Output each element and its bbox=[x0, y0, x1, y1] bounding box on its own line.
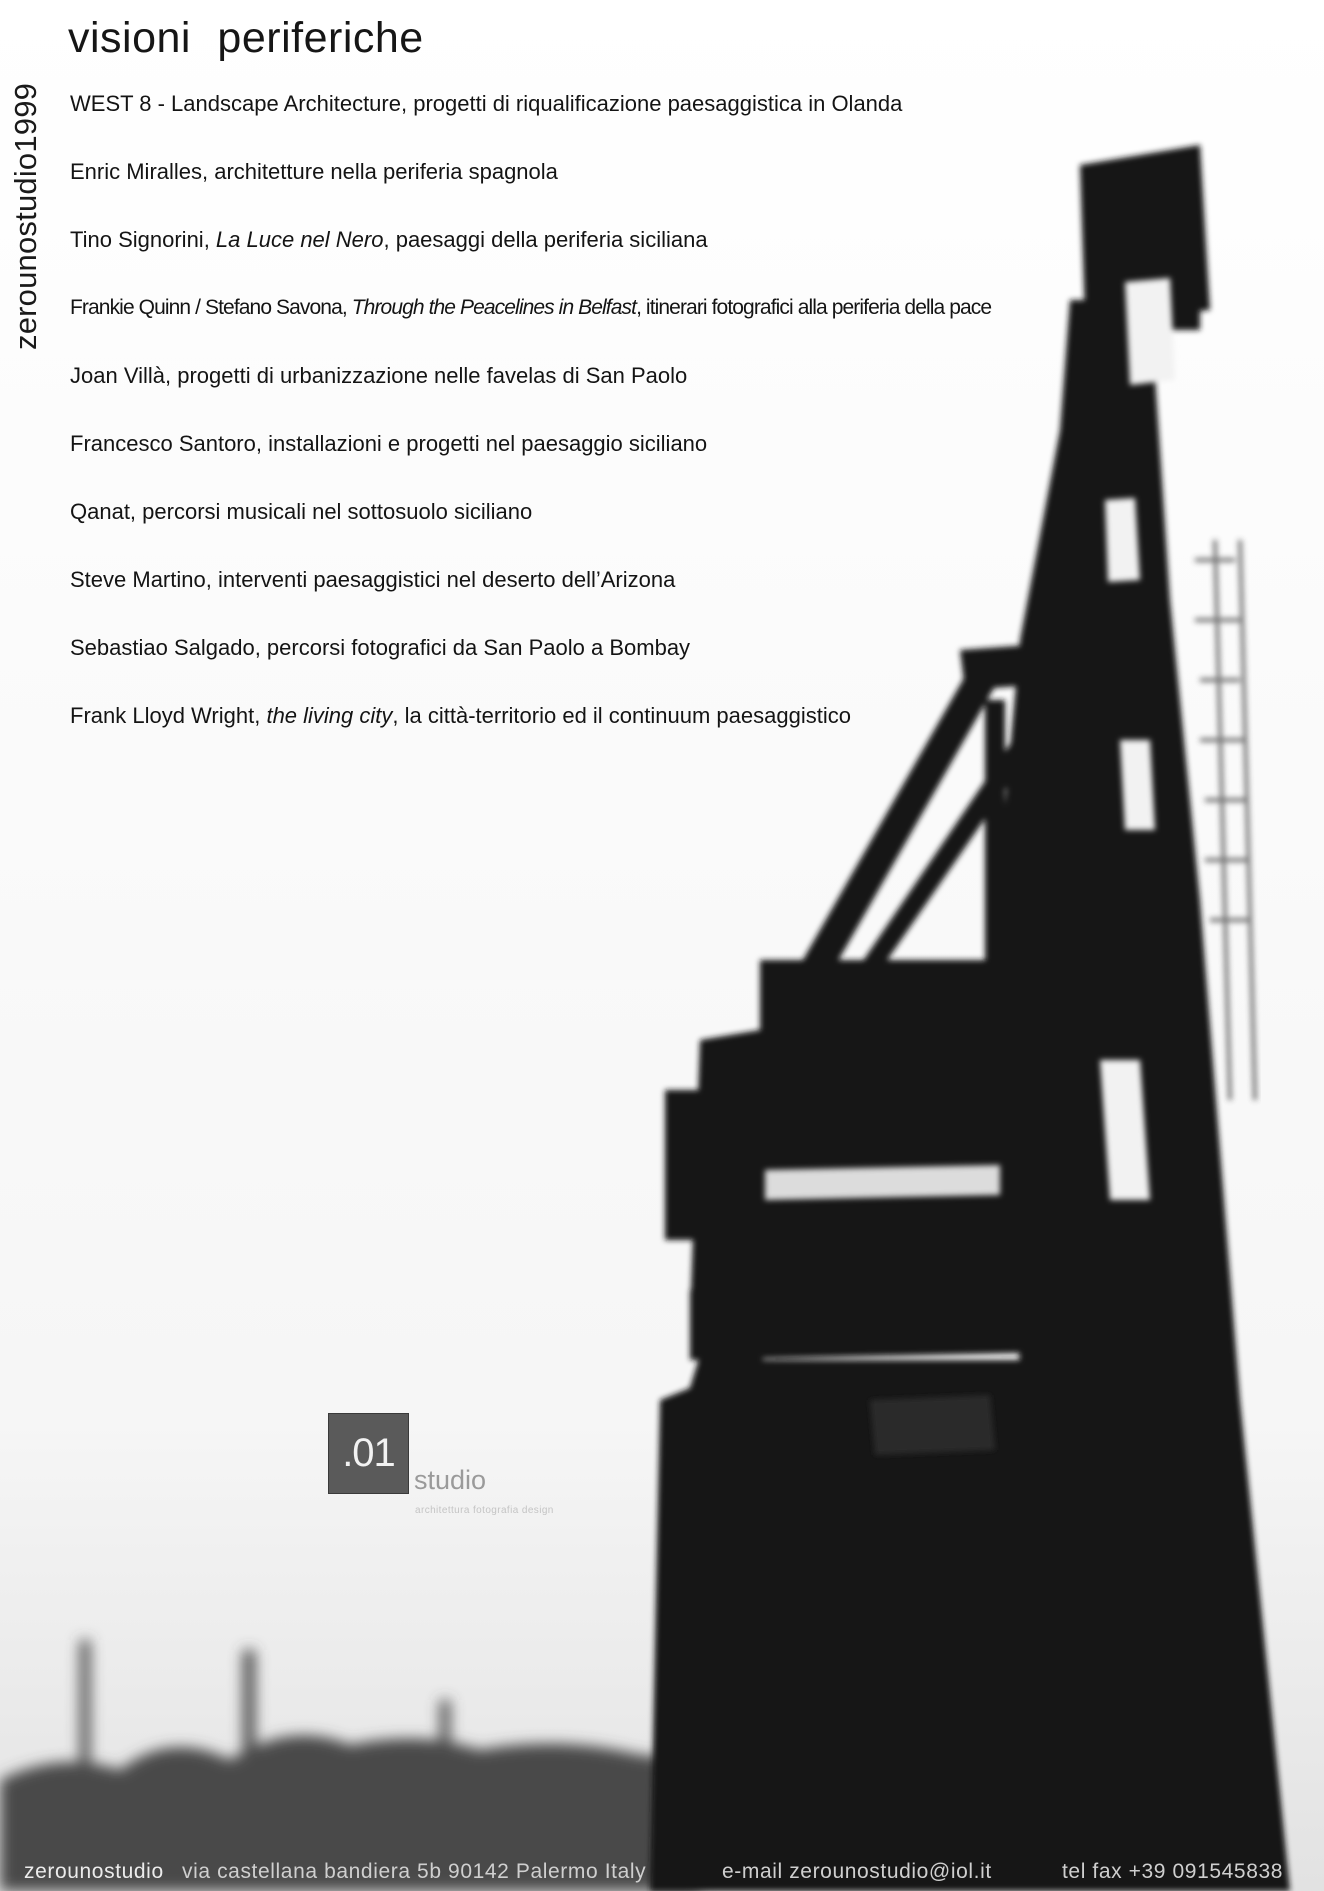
list-item: WEST 8 - Landscape Architecture, progetti di riqualificazione paesaggistica in Olanda bbox=[70, 91, 903, 116]
list-item: Tino Signorini, La Luce nel Nero, paesaggi della periferia siciliana bbox=[70, 227, 708, 252]
list-item: Francesco Santoro, installazioni e progetti nel paesaggio siciliano bbox=[70, 431, 708, 456]
list-item: Sebastiao Salgado, percorsi fotografici da San Paolo a Bombay bbox=[70, 635, 691, 660]
list-item: Joan Villà, progetti di urbanizzazione nelle favelas di San Paolo bbox=[70, 363, 688, 388]
list-item: Frankie Quinn / Stefano Savona, Through the Peacelines in Belfast, itinerari fotografici alla periferia della pace bbox=[70, 296, 992, 319]
list-item: Qanat, percorsi musicali nel sottosuolo siciliano bbox=[70, 499, 533, 524]
page-title: visioni periferiche bbox=[68, 14, 424, 62]
footer-brand: zerounostudio bbox=[24, 1860, 164, 1883]
studio-logo bbox=[328, 1413, 554, 1516]
list-item: Steve Martino, interventi paesaggistici nel deserto dell’Arizona bbox=[70, 567, 676, 592]
logo-wordmark: studio bbox=[414, 1465, 487, 1495]
footer-contact-bar bbox=[0, 1856, 1324, 1891]
logo-tagline: architettura fotografia design bbox=[415, 1505, 554, 1516]
footer-address: via castellana bandiera 5b 90142 Palermo Italy bbox=[182, 1860, 647, 1883]
footer-email: e-mail zerounostudio@iol.it bbox=[722, 1860, 992, 1883]
list-item: Enric Miralles, architetture nella periferia spagnola bbox=[70, 159, 558, 184]
list-item: Frank Lloyd Wright, the living city, la città-territorio ed il continuum paesaggistico bbox=[70, 703, 851, 728]
logo-mark: .01 bbox=[328, 1413, 409, 1494]
vertical-studio-label: zerounostudio1999 bbox=[8, 82, 43, 350]
footer-phone: tel fax +39 091545838 bbox=[1062, 1860, 1284, 1883]
project-list bbox=[70, 84, 991, 764]
